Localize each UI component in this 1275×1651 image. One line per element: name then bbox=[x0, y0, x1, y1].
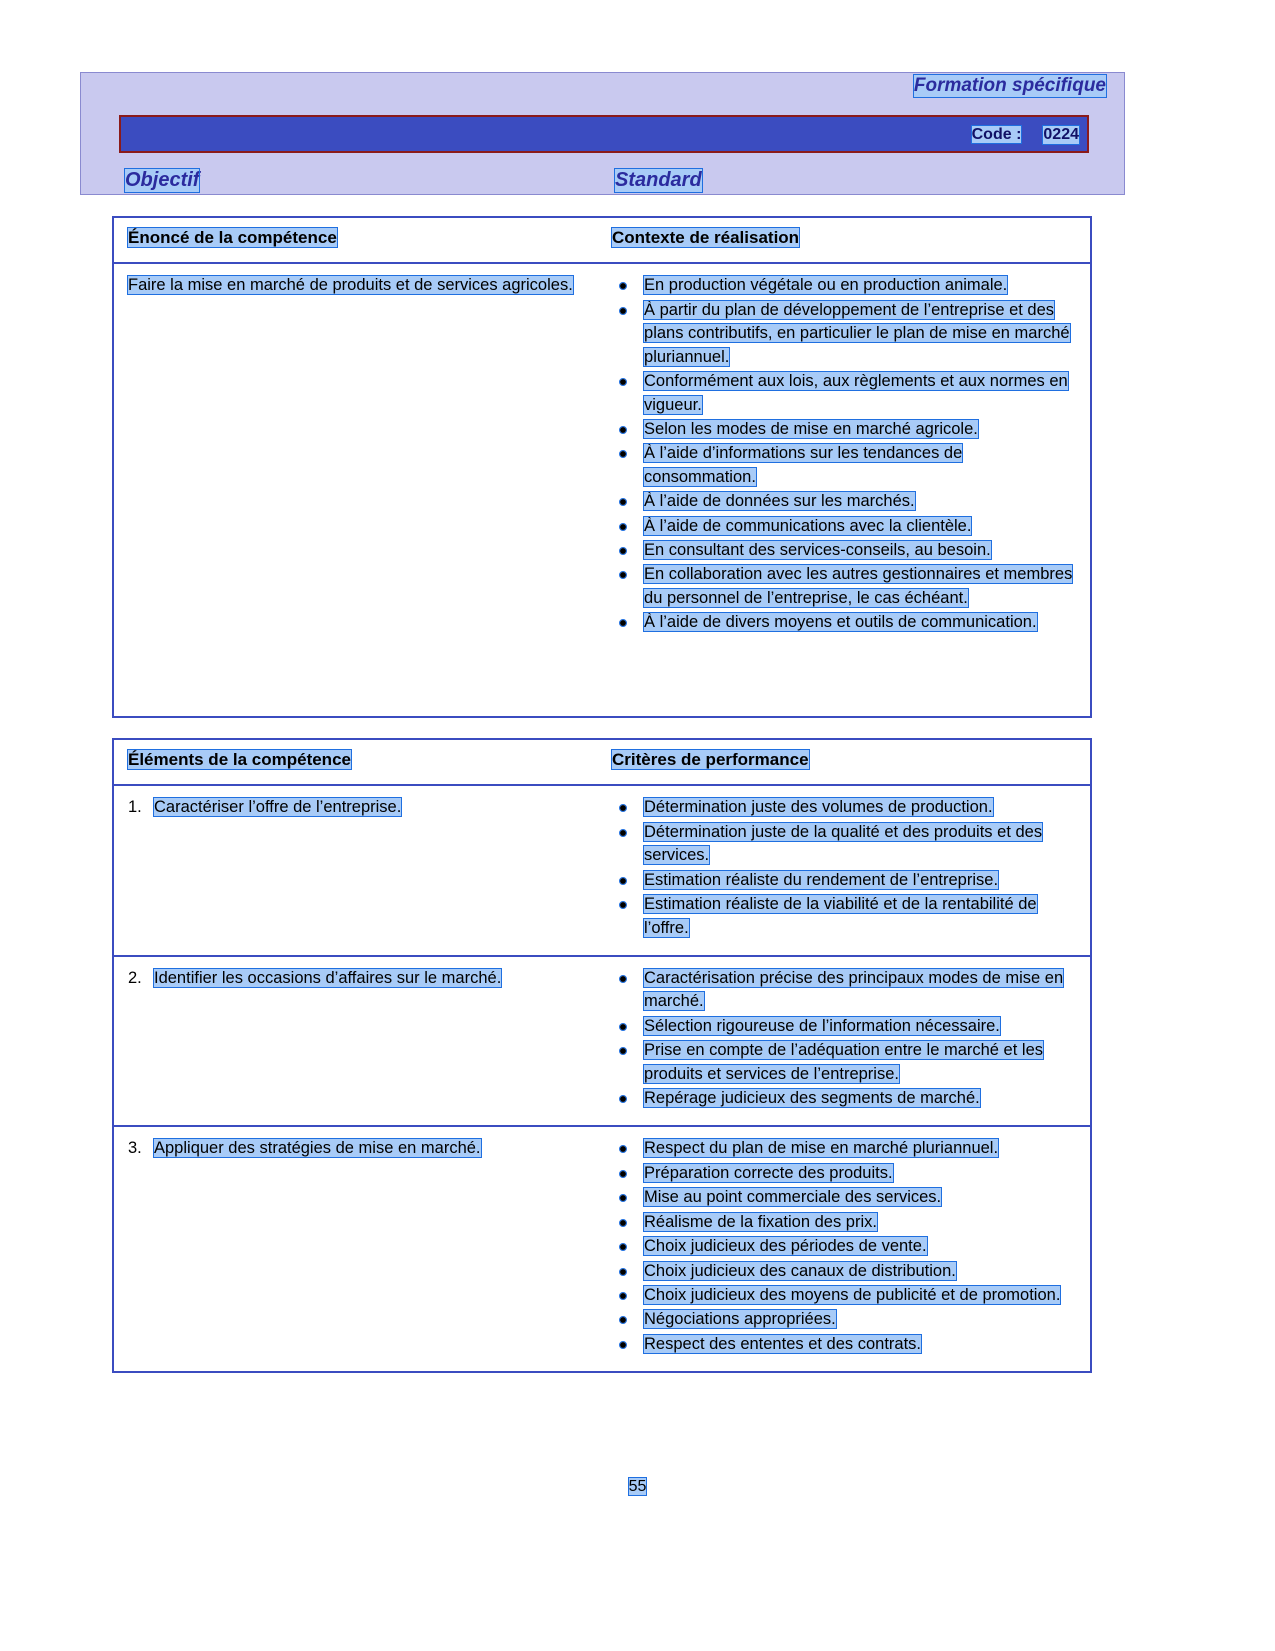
header-band bbox=[80, 72, 1125, 195]
list-item bbox=[612, 539, 1078, 562]
criteria-cell bbox=[602, 1127, 1090, 1371]
code-bar bbox=[119, 115, 1089, 153]
context-item-text: Conformément aux lois, aux règlements et aux normes en vigueur. bbox=[644, 372, 1068, 414]
element-cell bbox=[114, 1127, 602, 1371]
criteria-item-text: Respect des ententes et des contrats. bbox=[644, 1334, 922, 1353]
code-label: Code : bbox=[971, 126, 1022, 143]
list-item bbox=[612, 869, 1078, 892]
code-text bbox=[972, 126, 1079, 144]
table2-header-right-cell bbox=[602, 740, 1090, 784]
list-item bbox=[612, 1284, 1078, 1307]
element-cell bbox=[114, 957, 602, 1126]
list-item bbox=[612, 442, 1078, 489]
element-item bbox=[128, 796, 590, 819]
element-text: Caractériser l’offre de l’entreprise. bbox=[154, 798, 402, 817]
table2-header-left: Éléments de la compétence bbox=[128, 750, 351, 769]
context-cell bbox=[602, 264, 1090, 716]
criteria-cell bbox=[602, 786, 1090, 955]
list-item bbox=[612, 796, 1078, 819]
competence-statement: Faire la mise en marché de produits et de services agricoles. bbox=[128, 276, 573, 295]
table-row bbox=[114, 264, 1090, 716]
page-number-container bbox=[0, 1478, 1275, 1496]
criteria-list bbox=[612, 1137, 1078, 1356]
list-item bbox=[612, 1087, 1078, 1110]
context-item-text: À partir du plan de développement de l’entreprise et des plans contributifs, en particulier le plan de mise en marché pluriannuel. bbox=[644, 300, 1070, 366]
criteria-item-text: Estimation réaliste de la viabilité et de la rentabilité de l’offre. bbox=[644, 895, 1037, 937]
list-item bbox=[612, 490, 1078, 513]
table-header-row bbox=[114, 740, 1090, 786]
criteria-item-text: Choix judicieux des moyens de publicité et de promotion. bbox=[644, 1285, 1061, 1304]
context-item-text: En collaboration avec les autres gestionnaires et membres du personnel de l’entreprise, le cas échéant. bbox=[644, 565, 1073, 607]
context-item-text: En consultant des services-conseils, au besoin. bbox=[644, 541, 991, 560]
table1-header-left-cell bbox=[114, 218, 602, 262]
element-number: 2. bbox=[128, 968, 142, 987]
table1-header-right: Contexte de réalisation bbox=[612, 228, 800, 247]
table2-header-left-cell bbox=[114, 740, 602, 784]
list-item bbox=[612, 563, 1078, 610]
criteria-cell bbox=[602, 957, 1090, 1126]
criteria-item-text: Caractérisation précise des principaux modes de mise en marché. bbox=[644, 968, 1064, 1011]
criteria-item-text: Choix judicieux des canaux de distribution. bbox=[644, 1261, 956, 1280]
table-row bbox=[114, 1127, 1090, 1371]
criteria-item-text: Sélection rigoureuse de l’information nécessaire. bbox=[644, 1016, 1000, 1035]
table1-header-left: Énoncé de la compétence bbox=[128, 228, 337, 247]
table1-header-right-cell bbox=[602, 218, 1090, 262]
context-list bbox=[612, 274, 1078, 634]
element-number: 1. bbox=[128, 798, 142, 817]
context-item-text: À l’aide d’informations sur les tendances de consommation. bbox=[644, 444, 963, 486]
competence-statement-table bbox=[112, 216, 1092, 718]
list-item bbox=[612, 299, 1078, 369]
table2-header-right: Critères de performance bbox=[612, 750, 809, 769]
list-item bbox=[612, 1186, 1078, 1209]
header-title: Formation spécifique bbox=[913, 75, 1106, 96]
criteria-item-text: Estimation réaliste du rendement de l’entreprise. bbox=[644, 870, 999, 889]
criteria-item-text: Prise en compte de l’adéquation entre le marché et les produits et services de l’entreprise. bbox=[644, 1041, 1043, 1083]
element-cell bbox=[114, 786, 602, 955]
criteria-item-text: Négociations appropriées. bbox=[644, 1310, 836, 1329]
list-item bbox=[612, 1039, 1078, 1086]
element-item bbox=[128, 1137, 590, 1160]
code-value: 0224 bbox=[1043, 126, 1079, 143]
table-row bbox=[114, 957, 1090, 1128]
context-item-text: Selon les modes de mise en marché agricole. bbox=[644, 419, 978, 438]
criteria-item-text: Respect du plan de mise en marché pluriannuel. bbox=[644, 1139, 999, 1158]
list-item bbox=[612, 1333, 1078, 1356]
page-number: 55 bbox=[628, 1478, 647, 1495]
table-header-row bbox=[114, 218, 1090, 264]
list-item bbox=[612, 1260, 1078, 1283]
element-text: Identifier les occasions d’affaires sur le marché. bbox=[154, 968, 502, 987]
list-item bbox=[612, 515, 1078, 538]
context-item-text: À l’aide de données sur les marchés. bbox=[644, 492, 915, 511]
criteria-item-text: Préparation correcte des produits. bbox=[644, 1163, 893, 1182]
objectif-label: Objectif bbox=[125, 169, 200, 191]
context-item-text: À l’aide de communications avec la clientèle. bbox=[644, 516, 972, 535]
criteria-item-text: Réalisme de la fixation des prix. bbox=[644, 1212, 877, 1231]
criteria-item-text: Détermination juste des volumes de production. bbox=[644, 798, 993, 817]
competence-elements-table bbox=[112, 738, 1092, 1373]
list-item bbox=[612, 1015, 1078, 1038]
list-item bbox=[612, 893, 1078, 940]
element-text: Appliquer des stratégies de mise en marché. bbox=[154, 1139, 481, 1158]
criteria-list bbox=[612, 967, 1078, 1111]
list-item bbox=[612, 1211, 1078, 1234]
element-number: 3. bbox=[128, 1139, 142, 1158]
context-item-text: À l’aide de divers moyens et outils de communication. bbox=[644, 613, 1037, 632]
criteria-item-text: Détermination juste de la qualité et des produits et des services. bbox=[644, 822, 1043, 865]
criteria-item-text: Mise au point commerciale des services. bbox=[644, 1188, 942, 1207]
table-row bbox=[114, 786, 1090, 957]
criteria-item-text: Repérage judicieux des segments de marché. bbox=[644, 1089, 980, 1108]
criteria-item-text: Choix judicieux des périodes de vente. bbox=[644, 1237, 927, 1256]
standard-label: Standard bbox=[615, 169, 702, 191]
list-item bbox=[612, 1162, 1078, 1185]
list-item bbox=[612, 418, 1078, 441]
list-item bbox=[612, 611, 1078, 634]
list-item bbox=[612, 967, 1078, 1014]
element-item bbox=[128, 967, 590, 990]
list-item bbox=[612, 370, 1078, 417]
context-item-text: En production végétale ou en production animale. bbox=[644, 276, 1008, 295]
list-item bbox=[612, 1308, 1078, 1331]
competence-statement-cell bbox=[114, 264, 602, 716]
list-item bbox=[612, 821, 1078, 868]
criteria-list bbox=[612, 796, 1078, 940]
list-item bbox=[612, 1137, 1078, 1160]
list-item bbox=[612, 1235, 1078, 1258]
list-item bbox=[612, 274, 1078, 297]
